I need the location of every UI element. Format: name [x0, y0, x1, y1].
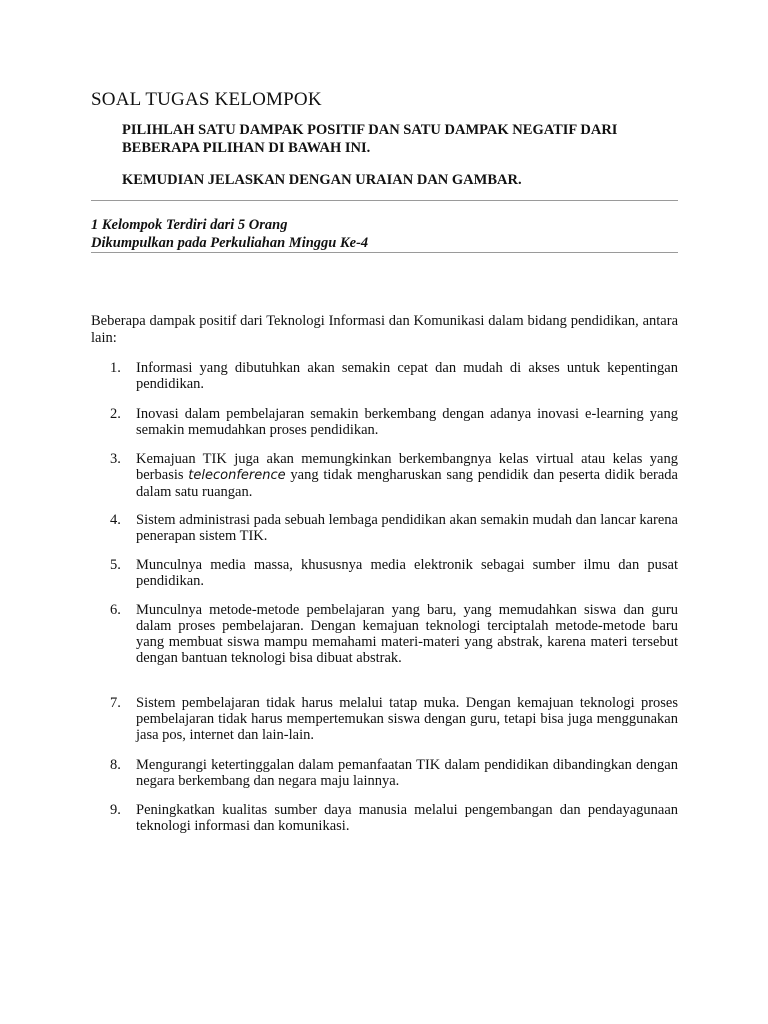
list-item: [91, 757, 678, 789]
list-item: [91, 557, 678, 589]
list-item: [91, 695, 678, 743]
instruction-line-2: KEMUDIAN JELASKAN DENGAN URAIAN DAN GAMBAR.: [122, 172, 522, 188]
list-item-text-after: yang tidak mengharuskan sang pendidik dan peserta didik berada dalam satu ruangan.: [136, 467, 678, 500]
list-item: [91, 451, 678, 500]
list-item: [91, 602, 678, 666]
deadline-note: Dikumpulkan pada Perkuliahan Minggu Ke-4: [91, 235, 369, 251]
divider-bottom: [91, 252, 678, 253]
list-item-number: 4.: [110, 512, 121, 528]
list-item-number: 5.: [110, 557, 121, 573]
list-item-number: 6.: [110, 602, 121, 618]
list-item: [91, 406, 678, 438]
document-title: SOAL TUGAS KELOMPOK: [91, 89, 322, 110]
list-item-number: 9.: [110, 802, 121, 818]
teleconference-term: teleconference: [188, 468, 286, 483]
list-item-text: Munculnya metode-metode pembelajaran yang baru, yang memudahkan siswa dan guru dalam proses pembelajaran. Dengan kemajuan teknologi terciptalah metode-metode baru yang membuat siswa mampu memahami materi-materi yang abstrak, karena materi tersebut dengan bantuan teknologi bisa dibuat abstrak.: [136, 602, 678, 666]
list-item-text: Peningkatkan kualitas sumber daya manusia melalui pengembangan dan pendayagunaan teknologi informasi dan komunikasi.: [136, 802, 678, 834]
list-item-number: 8.: [110, 757, 121, 773]
list-item-text: Mengurangi ketertinggalan dalam pemanfaatan TIK dalam pendidikan dibandingkan dengan negara berkembang dan negara maju lainnya.: [136, 757, 678, 789]
list-item-text: Informasi yang dibutuhkan akan semakin cepat dan mudah di akses untuk kepentingan pendidikan.: [136, 360, 678, 392]
divider-top: [91, 200, 678, 201]
list-item-text: Sistem pembelajaran tidak harus melalui tatap muka. Dengan kemajuan teknologi proses pembelajaran tidak harus mempertemukan siswa dengan guru, tetapi bisa juga menggunakan jasa pos, internet dan lain-lain.: [136, 695, 678, 743]
list-item-number: 1.: [110, 360, 121, 376]
group-size-note: 1 Kelompok Terdiri dari 5 Orang: [91, 217, 288, 233]
intro-paragraph: Beberapa dampak positif dari Teknologi Informasi dan Komunikasi dalam bidang pendidikan, antara lain:: [91, 313, 678, 346]
assignment-meta: [91, 216, 368, 252]
list-item-number: 7.: [110, 695, 121, 711]
list-item: [91, 512, 678, 544]
instructions-block: [122, 121, 682, 189]
list-item-text-before: Kemajuan TIK juga akan memungkinkan berkembangnya kelas virtual atau kelas yang berbasis: [136, 451, 678, 483]
list-item: [91, 360, 678, 392]
list-item-text: Sistem administrasi pada sebuah lembaga pendidikan akan semakin mudah dan lancar karena penerapan sistem TIK.: [136, 512, 678, 544]
list-item-number: 2.: [110, 406, 121, 422]
list-item-number: 3.: [110, 451, 121, 467]
list-item: [91, 802, 678, 834]
list-item-text: Munculnya media massa, khususnya media elektronik sebagai sumber ilmu dan pusat pendidikan.: [136, 557, 678, 589]
list-item-text: Inovasi dalam pembelajaran semakin berkembang dengan adanya inovasi e-learning yang semakin memudahkan proses pendidikan.: [136, 406, 678, 438]
instruction-line-1: PILIHLAH SATU DAMPAK POSITIF DAN SATU DAMPAK NEGATIF DARI BEBERAPA PILIHAN DI BAWAH INI.: [122, 122, 618, 156]
list-item-text: [136, 451, 678, 500]
